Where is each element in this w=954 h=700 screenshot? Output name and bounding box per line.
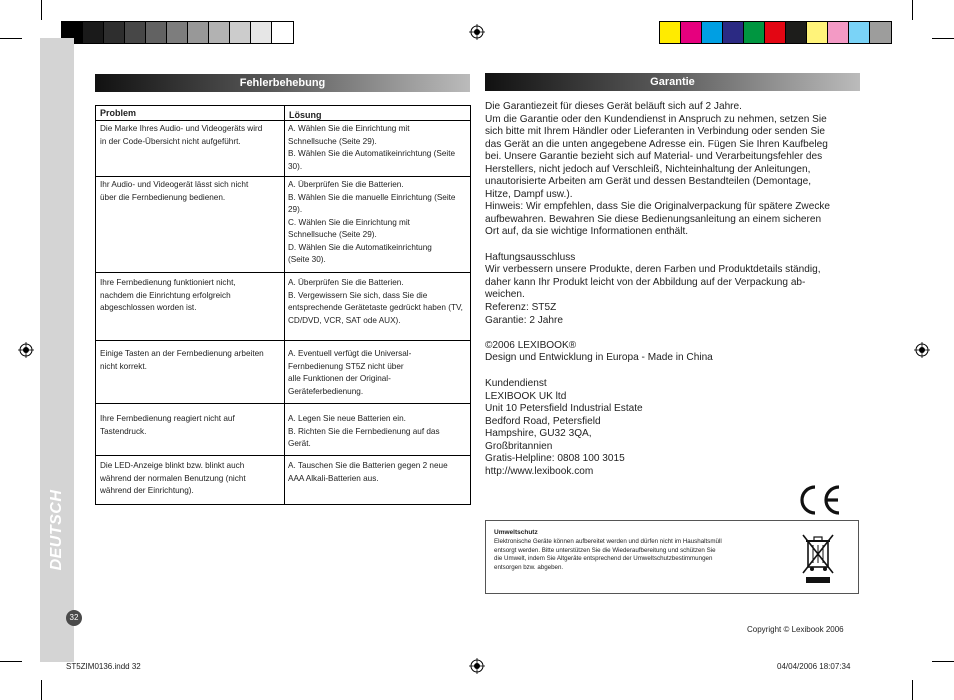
- color-swatch: [660, 22, 681, 43]
- solution-cell: A. Tauschen Sie die Batterien gegen 2 neue AAA Alkali-Batterien aus.: [288, 461, 448, 483]
- page-number-badge: 32: [66, 610, 82, 626]
- problem-cell: Die LED-Anzeige blinkt bzw. blinkt auch während der normalen Benutzung (nicht während der Einrichtung).: [100, 461, 246, 495]
- color-swatch: [786, 22, 807, 43]
- grayscale-swatch: [167, 22, 188, 43]
- registration-mark-icon: [18, 342, 34, 358]
- grayscale-swatch: [251, 22, 272, 43]
- liability-body: Wir verbessern unsere Produkte, deren Farben und Produktdetails ständig, daher kann Ihr Produkt leicht von der Abbildung auf der Verpackung ab- weichen.: [485, 264, 821, 300]
- solution-cell: A. Eventuell verfügt die Universal- Fernbedienung ST5Z nicht über alle Funktionen der Original- Geräteferbedienung.: [288, 349, 412, 396]
- crop-mark: [41, 0, 42, 20]
- color-swatch: [849, 22, 870, 43]
- grayscale-swatch: [230, 22, 251, 43]
- registration-mark-icon: [914, 342, 930, 358]
- cmyk-color-bar: [659, 21, 892, 44]
- crop-mark: [0, 661, 22, 662]
- copyright-footer: Copyright © Lexibook 2006: [747, 625, 844, 634]
- registration-mark-icon: [469, 24, 485, 40]
- color-swatch: [702, 22, 723, 43]
- problem-cell: Ihre Fernbedienung reagiert nicht auf Tastendruck.: [100, 414, 235, 436]
- solution-cell: A. Legen Sie neue Batterien ein. B. Richten Sie die Fernbedienung auf das Gerät.: [288, 414, 440, 448]
- warranty-period: Garantie: 2 Jahre: [485, 315, 563, 326]
- crop-mark: [912, 0, 913, 20]
- weee-crossed-bin-icon: [800, 531, 836, 585]
- environment-body: Elektronische Geräte können aufbereitet werden und dürfen nicht im Haushaltsmüll entsorgt werden. Bitte unterstützen Sie die Wiederaufbereitung und schützen Sie die Umwelt, indem Sie Altgeräte entsprechend der Umweltschutzbestimmungen entsorgen bzw. abgeben.: [494, 538, 722, 571]
- color-swatch: [765, 22, 786, 43]
- row-divider: [96, 272, 470, 273]
- solution-cell: A. Überprüfen Sie die Batterien. B. Wählen Sie die manuelle Einrichtung (Seite 29). C. Wählen Sie die Einrichtung mit Schnellsuche (Seite 29). D. Wählen Sie die Automatikeinrichtung (Seite 30).: [288, 180, 456, 264]
- language-tab: [40, 475, 74, 585]
- language-label: DEUTSCH: [48, 489, 65, 571]
- product-reference: Referenz: ST5Z: [485, 302, 557, 313]
- crop-mark: [0, 38, 22, 39]
- environment-title: Umweltschutz: [494, 529, 538, 536]
- file-slug: ST5ZIM0136.indd 32: [66, 662, 141, 671]
- color-swatch: [744, 22, 765, 43]
- grayscale-swatch: [146, 22, 167, 43]
- row-divider: [96, 455, 470, 456]
- table-header-problem: Problem: [100, 108, 137, 118]
- column-divider: [284, 106, 285, 504]
- grayscale-swatch: [272, 22, 293, 43]
- troubleshooting-header: Fehlerbehebung: [95, 74, 470, 92]
- grayscale-swatch: [104, 22, 125, 43]
- design-line: Design und Entwicklung in Europa - Made in China: [485, 352, 713, 363]
- color-swatch: [807, 22, 828, 43]
- ce-mark-icon: [797, 484, 843, 516]
- row-divider: [96, 403, 470, 404]
- color-swatch: [828, 22, 849, 43]
- row-divider: [96, 176, 470, 177]
- copyright-line: ©2006 LEXIBOOK®: [485, 340, 577, 351]
- grayscale-swatch: [83, 22, 104, 43]
- problem-cell: Die Marke Ihres Audio- und Videogeräts wird in der Code-Übersicht nicht aufgeführt.: [100, 124, 263, 146]
- liability-title: Haftungsausschluss: [485, 252, 576, 263]
- row-divider: [96, 340, 470, 341]
- crop-mark: [912, 680, 913, 700]
- problem-cell: Ihre Fernbedienung funktioniert nicht, nachdem die Einrichtung erfolgreich abgeschlossen worden ist.: [100, 278, 236, 312]
- print-timestamp: 04/04/2006 18:07:34: [777, 662, 851, 671]
- grayscale-color-bar: [61, 21, 294, 44]
- grayscale-swatch: [125, 22, 146, 43]
- table-header-solution: Lösung: [289, 110, 322, 120]
- troubleshooting-table: [95, 105, 471, 505]
- color-swatch: [870, 22, 891, 43]
- registration-mark-icon: [469, 658, 485, 674]
- row-divider: [96, 120, 470, 121]
- guarantee-body: Die Garantiezeit für dieses Gerät beläuft sich auf 2 Jahre. Um die Garantie oder den Kundendienst in Anspruch zu nehmen, setzen Sie sich bitte mit Ihrem Händler oder Lieferanten in Verbindung oder senden Sie das Gerät an die unten angegebene Adresse ein. Fügen Sie Ihren Kaufbeleg bei. Unsere Garantie bezieht sich auf Material- und Verarbeitungsfehler des Herstellers, nicht jedoch auf Verschleiß, Nichteinhaltung der Anleitungen, unautorisierte Arbeiten am Gerät und dessen Bestandteilen (Demontage, Hitze, Dampf usw.). Hinweis: Wir empfehlen, dass Sie die Originalverpackung für spätere Zwecke aufbewahren. Bewahren Sie diese Bedienungsanleitung an einem sicheren Ort auf, da sie wichtige Informationen enthält.: [485, 101, 831, 237]
- crop-mark: [932, 38, 954, 39]
- solution-cell: A. Wählen Sie die Einrichtung mit Schnellsuche (Seite 29). B. Wählen Sie die Automatikeinrichtung (Seite 30).: [288, 124, 456, 171]
- solution-cell: A. Überprüfen Sie die Batterien. B. Vergewissern Sie sich, dass Sie die entsprechende Gerätetaste gedrückt haben (TV, CD/DVD, VCR, SAT ode AUX).: [288, 278, 463, 325]
- grayscale-swatch: [209, 22, 230, 43]
- crop-mark: [41, 680, 42, 700]
- guarantee-header: Garantie: [485, 73, 860, 91]
- problem-cell: Einige Tasten an der Fernbedienung arbeiten nicht korrekt.: [100, 349, 264, 371]
- crop-mark: [932, 661, 954, 662]
- grayscale-swatch: [188, 22, 209, 43]
- color-swatch: [681, 22, 702, 43]
- color-swatch: [723, 22, 744, 43]
- customer-service-address: Kundendienst LEXIBOOK UK ltd Unit 10 Petersfield Industrial Estate Bedford Road, Petersfield Hampshire, GU32 3QA, Großbritannien Gratis-Helpline: 0808 100 3015 http://www.lexibook.com: [485, 378, 643, 477]
- environment-notice-box: [485, 520, 859, 594]
- problem-cell: Ihr Audio- und Videogerät lässt sich nicht über die Fernbedienung bedienen.: [100, 180, 249, 202]
